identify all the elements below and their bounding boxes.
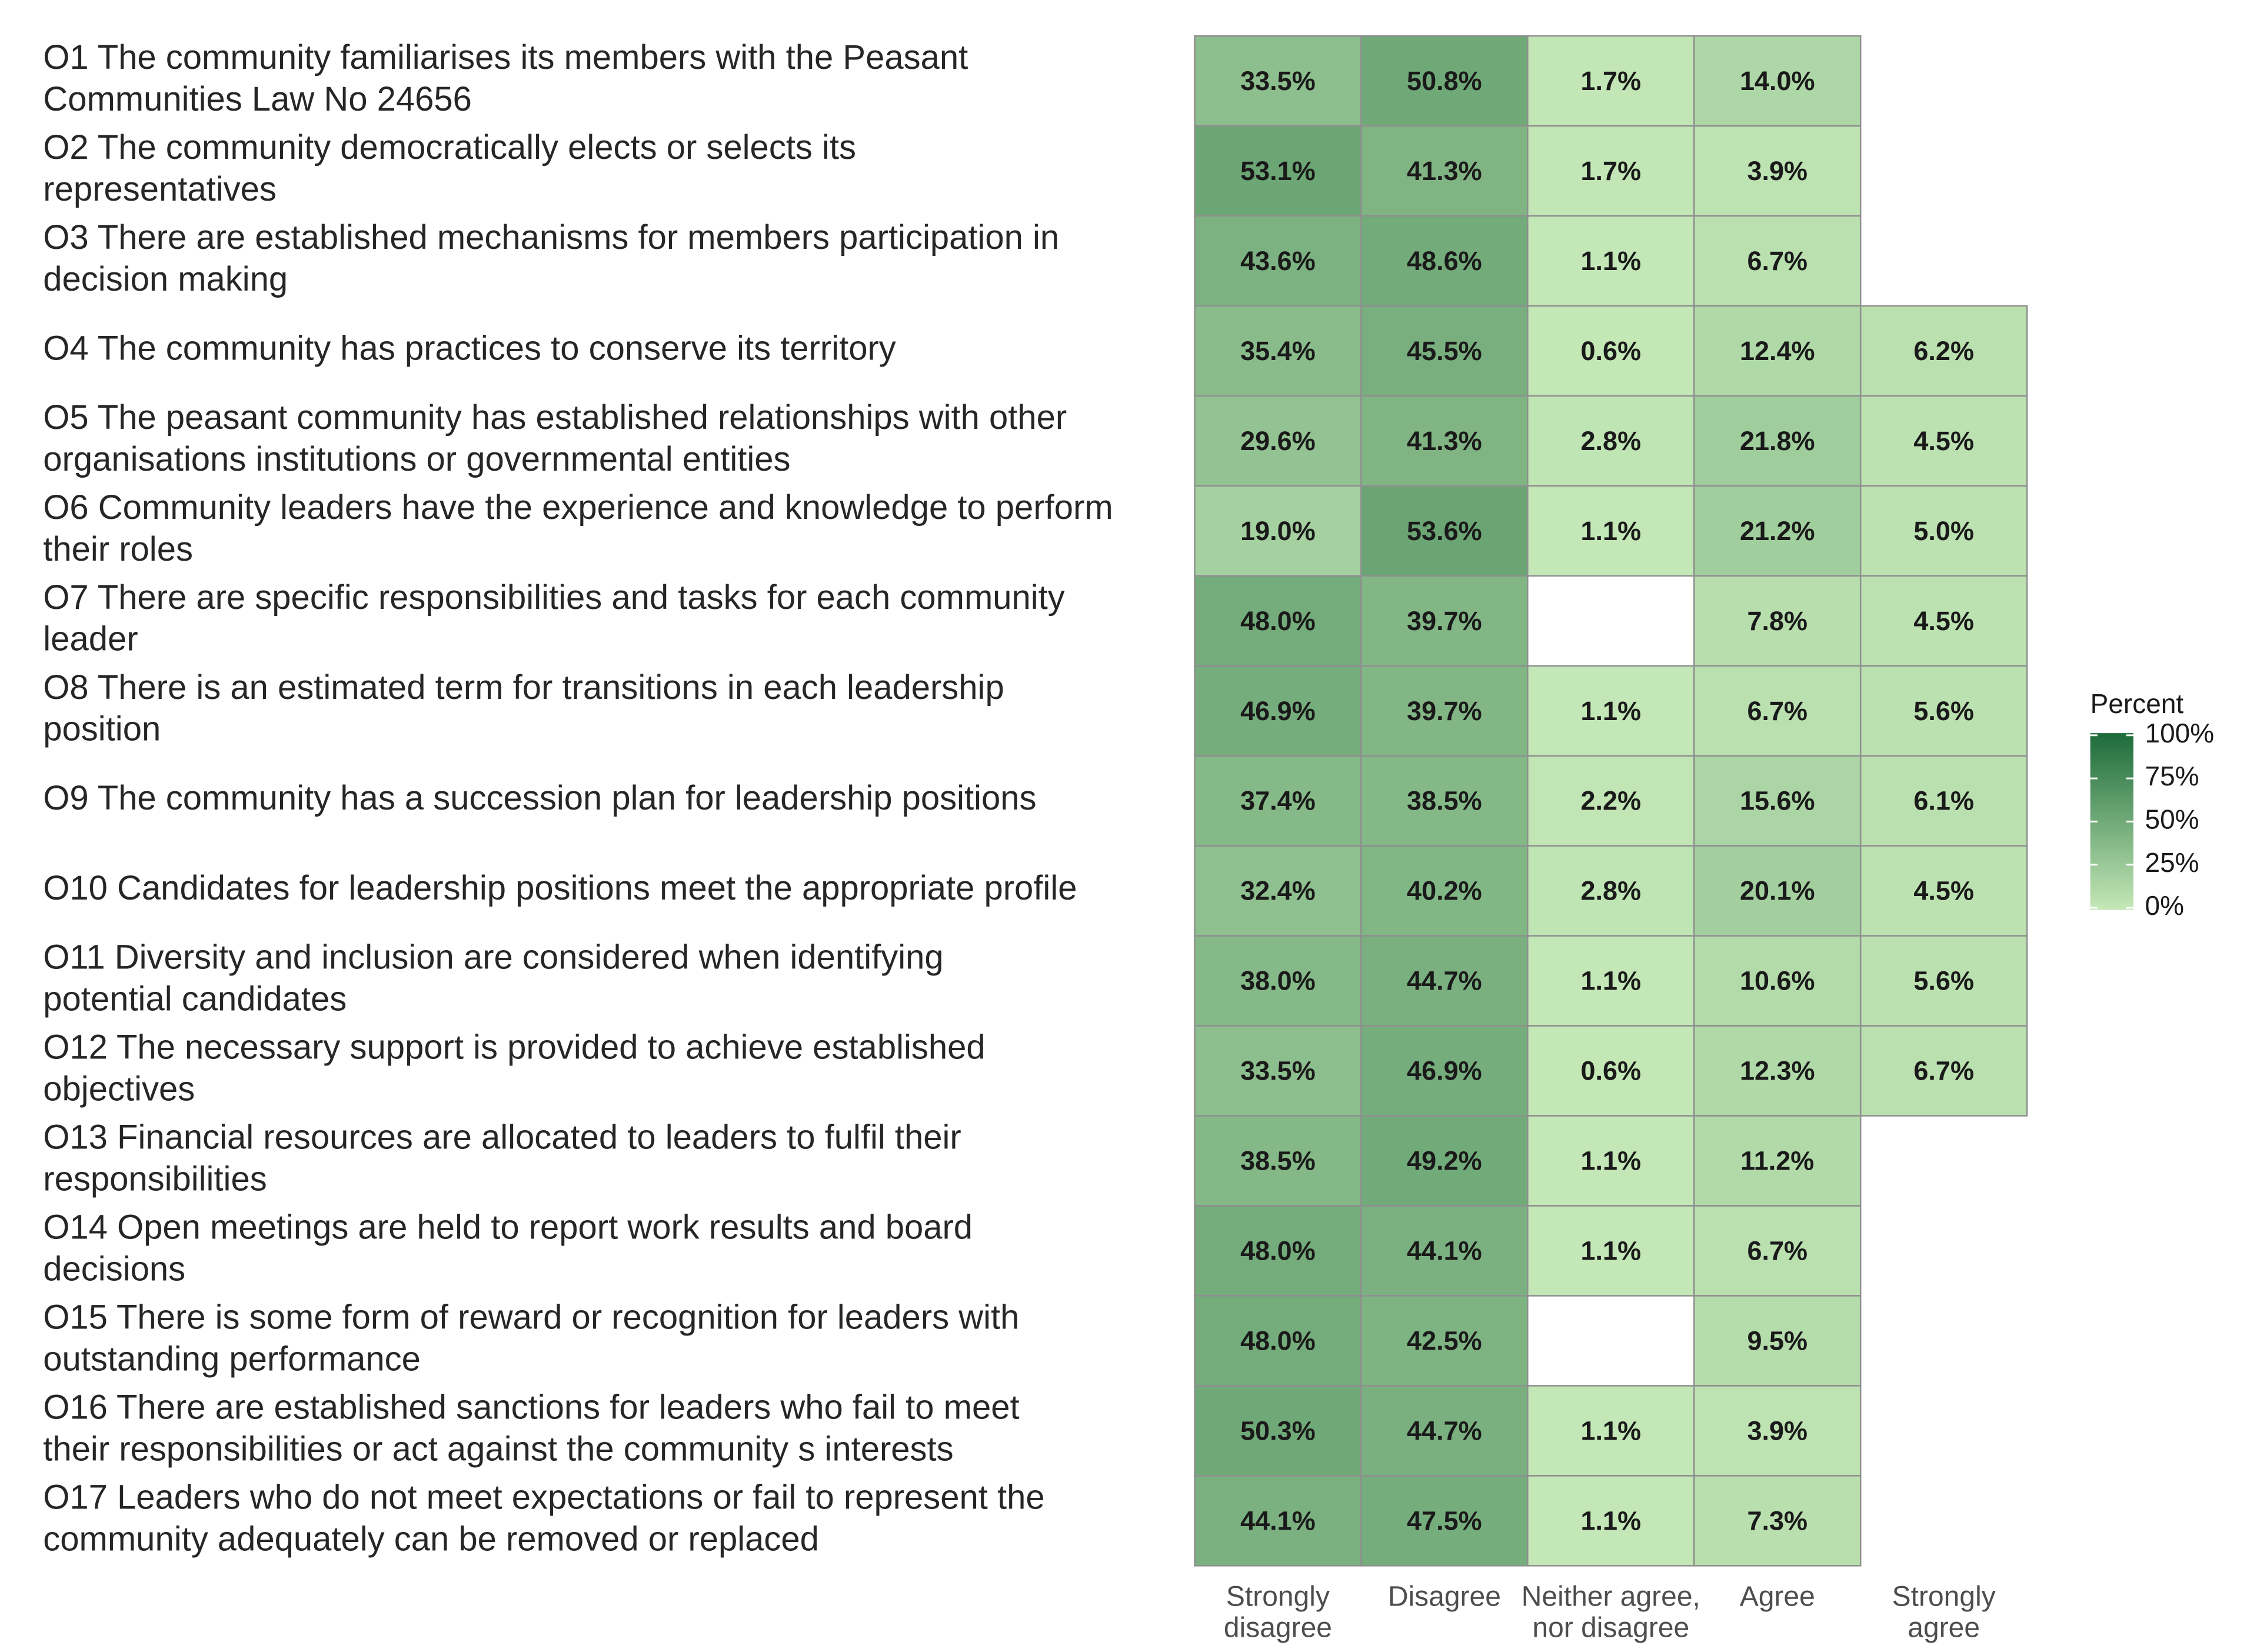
cell-label-o15-agree: 9.5% xyxy=(1747,1325,1808,1356)
cell-label-o1-agree: 14.0% xyxy=(1739,66,1815,96)
column-label-strongly-agree: Strongly agree xyxy=(1892,1581,1996,1644)
cell-label-o6-agree: 21.2% xyxy=(1739,515,1815,546)
cell-label-o4-disagree: 45.5% xyxy=(1407,335,1482,366)
cell-label-o2-disagree: 41.3% xyxy=(1407,156,1482,186)
cell-label-o10-strongly-disagree: 32.4% xyxy=(1240,875,1316,906)
cell-label-o16-strongly-disagree: 50.3% xyxy=(1240,1415,1316,1446)
cell-label-o14-neither-agree-nor-disagree: 1.1% xyxy=(1580,1235,1642,1266)
cell-label-o10-disagree: 40.2% xyxy=(1407,875,1482,906)
cell-label-o13-agree: 11.2% xyxy=(1740,1145,1815,1176)
cell-label-o15-disagree: 42.5% xyxy=(1407,1325,1482,1356)
color-legend xyxy=(2090,688,2215,921)
cell-label-o11-agree: 10.6% xyxy=(1739,965,1815,996)
legend-title: Percent xyxy=(2090,688,2184,719)
cell-label-o8-agree: 6.7% xyxy=(1747,695,1808,726)
cell-label-o13-disagree: 49.2% xyxy=(1407,1145,1482,1176)
cell-label-o14-agree: 6.7% xyxy=(1747,1235,1808,1266)
cell-label-o14-disagree: 44.1% xyxy=(1407,1235,1482,1266)
cell-label-o9-agree: 15.6% xyxy=(1739,785,1815,816)
row-labels xyxy=(43,38,1113,1558)
cell-label-o2-strongly-disagree: 53.1% xyxy=(1240,156,1316,186)
row-label-o8: O8 There is an estimated term for transitions in each leadership position xyxy=(43,668,1004,749)
cell-label-o5-strongly-agree: 4.5% xyxy=(1913,425,1974,456)
legend-tick-label: 100% xyxy=(2145,717,2215,748)
cell-label-o6-neither-agree-nor-disagree: 1.1% xyxy=(1580,515,1642,546)
cell-label-o8-disagree: 39.7% xyxy=(1407,695,1482,726)
cell-label-o4-strongly-disagree: 35.4% xyxy=(1240,335,1316,366)
row-label-o7: O7 There are specific responsibilities and tasks for each community leader xyxy=(43,578,1065,659)
cell-label-o2-neither-agree-nor-disagree: 1.7% xyxy=(1580,156,1642,186)
cell-label-o12-strongly-disagree: 33.5% xyxy=(1240,1055,1316,1086)
cell-label-o17-disagree: 47.5% xyxy=(1407,1506,1482,1536)
cell-label-o9-neither-agree-nor-disagree: 2.2% xyxy=(1580,785,1642,816)
row-label-o12: O12 The necessary support is provided to achieve established objectives xyxy=(43,1028,986,1108)
cell-label-o12-agree: 12.3% xyxy=(1739,1055,1815,1086)
row-label-o5: O5 The peasant community has established relationships with other organisations institutions or governmental entities xyxy=(43,398,1067,479)
column-label-strongly-disagree: Strongly disagree xyxy=(1223,1581,1332,1644)
cell-label-o6-disagree: 53.6% xyxy=(1407,515,1482,546)
column-label-neither-agree-nor-disagree: Neither agree, nor disagree xyxy=(1521,1581,1700,1644)
cell-label-o7-strongly-disagree: 48.0% xyxy=(1240,605,1316,636)
cell-label-o17-neither-agree-nor-disagree: 1.1% xyxy=(1580,1506,1642,1536)
column-label-disagree: Disagree xyxy=(1387,1581,1501,1613)
cell-label-o8-strongly-agree: 5.6% xyxy=(1913,695,1974,726)
cell-label-o11-strongly-disagree: 38.0% xyxy=(1240,965,1316,996)
cell-label-o1-disagree: 50.8% xyxy=(1407,66,1482,96)
cell-label-o5-neither-agree-nor-disagree: 2.8% xyxy=(1580,425,1642,456)
row-label-o6: O6 Community leaders have the experience and knowledge to perform their roles xyxy=(43,488,1113,569)
cell-label-o17-agree: 7.3% xyxy=(1747,1506,1808,1536)
cell-label-o5-disagree: 41.3% xyxy=(1407,425,1482,456)
heatmap-cells xyxy=(1194,36,2027,1566)
cell-label-o14-strongly-disagree: 48.0% xyxy=(1240,1235,1316,1266)
row-label-o2: O2 The community democratically elects or selects its representatives xyxy=(43,128,857,209)
row-label-o4: O4 The community has practices to conserve its territory xyxy=(43,329,896,368)
row-label-o15: O15 There is some form of reward or recognition for leaders with outstanding performance xyxy=(43,1298,1020,1378)
cell-label-o12-disagree: 46.9% xyxy=(1407,1055,1482,1086)
cell-label-o4-strongly-agree: 6.2% xyxy=(1913,335,1974,366)
cell-label-o11-strongly-agree: 5.6% xyxy=(1913,965,1974,996)
cell-label-o8-strongly-disagree: 46.9% xyxy=(1240,695,1316,726)
cell-label-o17-strongly-disagree: 44.1% xyxy=(1240,1506,1316,1536)
cell-label-o15-strongly-disagree: 48.0% xyxy=(1240,1325,1316,1356)
row-label-o10: O10 Candidates for leadership positions meet the appropriate profile xyxy=(43,869,1077,908)
row-label-o9: O9 The community has a succession plan for leadership positions xyxy=(43,779,1037,818)
cell-label-o6-strongly-agree: 5.0% xyxy=(1913,515,1974,546)
cell-label-o3-strongly-disagree: 43.6% xyxy=(1240,245,1316,276)
cell-label-o5-strongly-disagree: 29.6% xyxy=(1240,425,1316,456)
column-label-agree: Agree xyxy=(1739,1581,1815,1613)
cell-label-o16-neither-agree-nor-disagree: 1.1% xyxy=(1580,1415,1642,1446)
row-label-o13: O13 Financial resources are allocated to leaders to fulfil their responsibilities xyxy=(43,1118,961,1198)
cell-label-o9-disagree: 38.5% xyxy=(1407,785,1482,816)
cell-label-o16-disagree: 44.7% xyxy=(1407,1415,1482,1446)
cell-label-o10-neither-agree-nor-disagree: 2.8% xyxy=(1580,875,1642,906)
cell-label-o3-neither-agree-nor-disagree: 1.1% xyxy=(1580,245,1642,276)
cell-label-o6-strongly-disagree: 19.0% xyxy=(1240,515,1316,546)
cell-label-o12-neither-agree-nor-disagree: 0.6% xyxy=(1580,1055,1642,1086)
cell-label-o7-agree: 7.8% xyxy=(1747,605,1808,636)
cell-label-o10-strongly-agree: 4.5% xyxy=(1913,875,1974,906)
cell-label-o4-neither-agree-nor-disagree: 0.6% xyxy=(1580,335,1642,366)
cell-label-o16-agree: 3.9% xyxy=(1747,1415,1808,1446)
legend-tick-label: 75% xyxy=(2145,761,2199,792)
cell-label-o2-agree: 3.9% xyxy=(1747,156,1808,186)
row-label-o11: O11 Diversity and inclusion are considered when identifying potential candidates xyxy=(43,938,944,1018)
cell-label-o11-neither-agree-nor-disagree: 1.1% xyxy=(1580,965,1642,996)
cell-label-o1-strongly-disagree: 33.5% xyxy=(1240,66,1316,96)
legend-tick-label: 50% xyxy=(2145,804,2199,835)
cell-label-o7-disagree: 39.7% xyxy=(1407,605,1482,636)
cell-label-o9-strongly-disagree: 37.4% xyxy=(1240,785,1316,816)
cell-label-o5-agree: 21.8% xyxy=(1739,425,1815,456)
cell-label-o4-agree: 12.4% xyxy=(1739,335,1815,366)
row-label-o3: O3 There are established mechanisms for members participation in decision making xyxy=(43,218,1060,299)
cell-label-o13-neither-agree-nor-disagree: 1.1% xyxy=(1580,1145,1642,1176)
cell-label-o13-strongly-disagree: 38.5% xyxy=(1240,1145,1316,1176)
row-label-o14: O14 Open meetings are held to report work results and board decisions xyxy=(43,1208,973,1288)
row-label-o17: O17 Leaders who do not meet expectations or fail to represent the community adequately can be removed or replaced xyxy=(43,1478,1045,1558)
cell-label-o8-neither-agree-nor-disagree: 1.1% xyxy=(1580,695,1642,726)
cell-label-o3-disagree: 48.6% xyxy=(1407,245,1482,276)
cell-label-o9-strongly-agree: 6.1% xyxy=(1913,785,1974,816)
cell-label-o1-neither-agree-nor-disagree: 1.7% xyxy=(1580,66,1642,96)
cell-label-o11-disagree: 44.7% xyxy=(1407,965,1482,996)
cell-label-o7-strongly-agree: 4.5% xyxy=(1913,605,1974,636)
row-label-o1: O1 The community familiarises its members with the Peasant Communities Law No 24656 xyxy=(43,38,968,119)
cell-label-o10-agree: 20.1% xyxy=(1739,875,1815,906)
row-label-o16: O16 There are established sanctions for leaders who fail to meet their responsibilities or act against the community s interests xyxy=(43,1388,1020,1468)
column-labels xyxy=(1224,1581,1996,1644)
legend-tick-label: 25% xyxy=(2145,847,2199,878)
cell-label-o12-strongly-agree: 6.7% xyxy=(1913,1055,1974,1086)
cell-label-o3-agree: 6.7% xyxy=(1747,245,1808,276)
legend-tick-label: 0% xyxy=(2145,890,2185,921)
